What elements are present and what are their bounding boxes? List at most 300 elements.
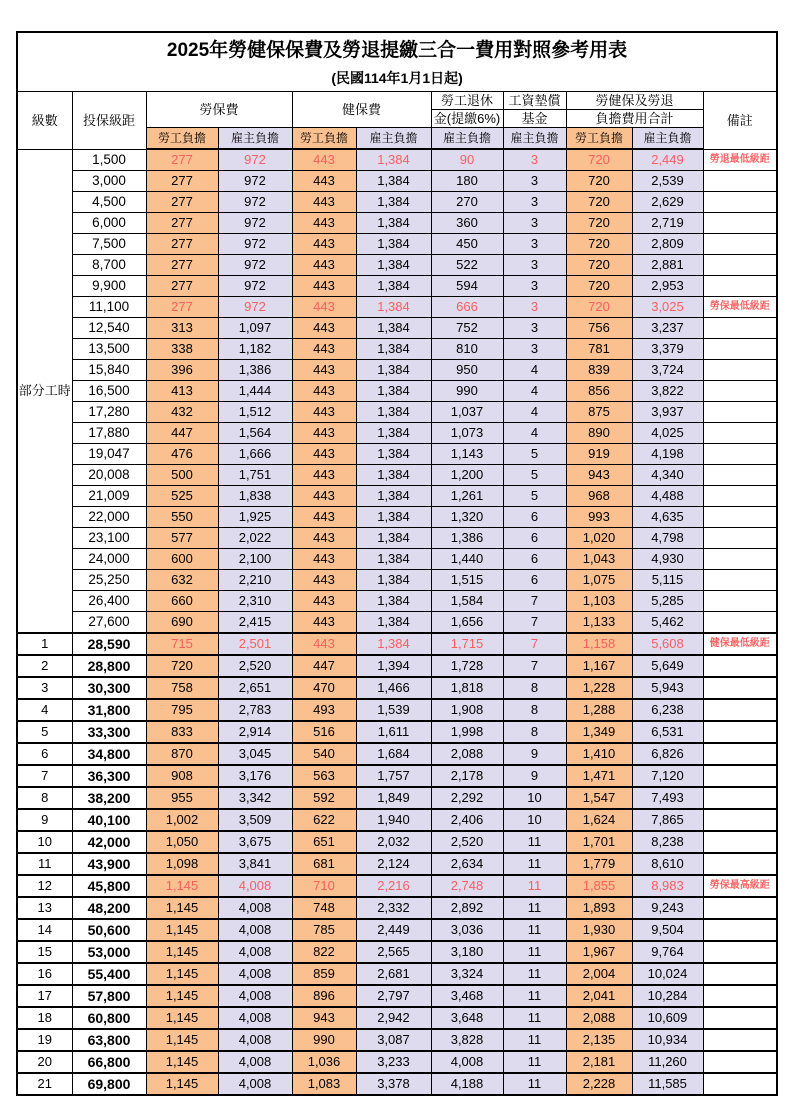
cell-wage-fund-employer: 9 bbox=[503, 765, 566, 787]
subheader-pension-employer: 雇主負擔 bbox=[431, 128, 503, 150]
cell-labor-employer: 4,008 bbox=[218, 1051, 292, 1073]
cell-wage-fund-employer: 11 bbox=[503, 963, 566, 985]
cell-labor-employer: 4,008 bbox=[218, 897, 292, 919]
cell-salary-bracket: 12,540 bbox=[72, 318, 146, 339]
cell-wage-fund-employer: 3 bbox=[503, 339, 566, 360]
cell-health-employee: 443 bbox=[292, 318, 356, 339]
cell-salary-bracket: 31,800 bbox=[72, 699, 146, 721]
cell-wage-fund-employer: 11 bbox=[503, 831, 566, 853]
cell-total-employee: 2,004 bbox=[566, 963, 632, 985]
cell-wage-fund-employer: 5 bbox=[503, 465, 566, 486]
cell-health-employer: 1,384 bbox=[356, 192, 431, 213]
cell-pension-employer: 3,648 bbox=[431, 1007, 503, 1029]
cell-wage-fund-employer: 11 bbox=[503, 985, 566, 1007]
cell-total-employee: 1,471 bbox=[566, 765, 632, 787]
cell-total-employer: 2,629 bbox=[632, 192, 703, 213]
cell-note bbox=[703, 721, 777, 743]
col-header-pension-line1: 勞工退休 bbox=[431, 92, 503, 110]
cell-labor-employee: 833 bbox=[146, 721, 218, 743]
cell-total-employer: 10,024 bbox=[632, 963, 703, 985]
cell-labor-employer: 972 bbox=[218, 192, 292, 213]
cell-health-employee: 540 bbox=[292, 743, 356, 765]
cell-labor-employer: 4,008 bbox=[218, 1073, 292, 1095]
cell-labor-employee: 600 bbox=[146, 549, 218, 570]
cell-salary-bracket: 13,500 bbox=[72, 339, 146, 360]
cell-note bbox=[703, 381, 777, 402]
cell-labor-employee: 396 bbox=[146, 360, 218, 381]
cell-labor-employee: 577 bbox=[146, 528, 218, 549]
table-row bbox=[17, 831, 777, 853]
cell-labor-employee: 660 bbox=[146, 591, 218, 612]
cell-total-employee: 2,181 bbox=[566, 1051, 632, 1073]
cell-labor-employer: 972 bbox=[218, 297, 292, 318]
cell-wage-fund-employer: 5 bbox=[503, 444, 566, 465]
cell-wage-fund-employer: 11 bbox=[503, 1073, 566, 1095]
cell-level: 6 bbox=[17, 743, 72, 765]
cell-total-employer: 9,504 bbox=[632, 919, 703, 941]
title-row bbox=[17, 32, 777, 92]
cell-labor-employer: 3,045 bbox=[218, 743, 292, 765]
cell-health-employee: 1,083 bbox=[292, 1073, 356, 1095]
cell-health-employee: 443 bbox=[292, 297, 356, 318]
cell-total-employer: 2,953 bbox=[632, 276, 703, 297]
cell-health-employer: 1,684 bbox=[356, 743, 431, 765]
cell-labor-employer: 4,008 bbox=[218, 963, 292, 985]
cell-health-employee: 443 bbox=[292, 171, 356, 192]
cell-pension-employer: 1,908 bbox=[431, 699, 503, 721]
cell-salary-bracket: 17,880 bbox=[72, 423, 146, 444]
subheader-total-employee: 勞工負擔 bbox=[566, 128, 632, 150]
cell-total-employee: 1,547 bbox=[566, 787, 632, 809]
cell-wage-fund-employer: 10 bbox=[503, 809, 566, 831]
cell-health-employee: 516 bbox=[292, 721, 356, 743]
cell-level: 5 bbox=[17, 721, 72, 743]
cell-labor-employee: 632 bbox=[146, 570, 218, 591]
table-row bbox=[17, 360, 777, 381]
table-row bbox=[17, 528, 777, 549]
cell-total-employee: 1,167 bbox=[566, 655, 632, 677]
cell-labor-employer: 3,841 bbox=[218, 853, 292, 875]
cell-health-employer: 3,087 bbox=[356, 1029, 431, 1051]
subheader-labor-employer: 雇主負擔 bbox=[218, 128, 292, 150]
subheader-health-employer: 雇主負擔 bbox=[356, 128, 431, 150]
cell-note bbox=[703, 255, 777, 276]
cell-total-employer: 2,539 bbox=[632, 171, 703, 192]
cell-health-employer: 1,384 bbox=[356, 149, 431, 171]
cell-health-employer: 1,384 bbox=[356, 318, 431, 339]
cell-labor-employee: 758 bbox=[146, 677, 218, 699]
cell-note bbox=[703, 831, 777, 853]
cell-total-employer: 10,284 bbox=[632, 985, 703, 1007]
cell-labor-employer: 3,342 bbox=[218, 787, 292, 809]
cell-health-employee: 681 bbox=[292, 853, 356, 875]
table-row bbox=[17, 809, 777, 831]
cell-health-employee: 443 bbox=[292, 339, 356, 360]
cell-note bbox=[703, 787, 777, 809]
cell-wage-fund-employer: 4 bbox=[503, 402, 566, 423]
cell-salary-bracket: 69,800 bbox=[72, 1073, 146, 1095]
cell-labor-employer: 2,022 bbox=[218, 528, 292, 549]
cell-pension-employer: 1,440 bbox=[431, 549, 503, 570]
cell-health-employer: 1,384 bbox=[356, 297, 431, 318]
cell-total-employer: 6,531 bbox=[632, 721, 703, 743]
cell-note bbox=[703, 809, 777, 831]
cell-health-employer: 1,394 bbox=[356, 655, 431, 677]
cell-total-employee: 1,701 bbox=[566, 831, 632, 853]
cell-salary-bracket: 50,600 bbox=[72, 919, 146, 941]
cell-note bbox=[703, 276, 777, 297]
cell-level: 15 bbox=[17, 941, 72, 963]
cell-salary-bracket: 15,840 bbox=[72, 360, 146, 381]
table-row bbox=[17, 875, 777, 897]
cell-labor-employee: 277 bbox=[146, 149, 218, 171]
table-row bbox=[17, 1051, 777, 1073]
cell-note bbox=[703, 853, 777, 875]
cell-health-employee: 592 bbox=[292, 787, 356, 809]
cell-labor-employee: 277 bbox=[146, 192, 218, 213]
table-row bbox=[17, 721, 777, 743]
cell-total-employer: 7,493 bbox=[632, 787, 703, 809]
cell-salary-bracket: 3,000 bbox=[72, 171, 146, 192]
cell-labor-employee: 870 bbox=[146, 743, 218, 765]
cell-pension-employer: 1,320 bbox=[431, 507, 503, 528]
cell-total-employee: 890 bbox=[566, 423, 632, 444]
table-row bbox=[17, 655, 777, 677]
cell-labor-employee: 277 bbox=[146, 171, 218, 192]
cell-health-employee: 443 bbox=[292, 213, 356, 234]
cell-wage-fund-employer: 11 bbox=[503, 897, 566, 919]
cell-labor-employee: 525 bbox=[146, 486, 218, 507]
cell-pension-employer: 3,180 bbox=[431, 941, 503, 963]
cell-health-employee: 443 bbox=[292, 276, 356, 297]
cell-pension-employer: 1,073 bbox=[431, 423, 503, 444]
cell-pension-employer: 4,008 bbox=[431, 1051, 503, 1073]
cell-total-employee: 1,855 bbox=[566, 875, 632, 897]
cell-health-employer: 3,378 bbox=[356, 1073, 431, 1095]
cell-salary-bracket: 4,500 bbox=[72, 192, 146, 213]
cell-pension-employer: 1,715 bbox=[431, 633, 503, 655]
cell-labor-employee: 313 bbox=[146, 318, 218, 339]
cell-labor-employer: 2,914 bbox=[218, 721, 292, 743]
cell-salary-bracket: 45,800 bbox=[72, 875, 146, 897]
cell-labor-employee: 277 bbox=[146, 297, 218, 318]
cell-total-employer: 4,635 bbox=[632, 507, 703, 528]
cell-total-employee: 1,043 bbox=[566, 549, 632, 570]
cell-labor-employer: 2,501 bbox=[218, 633, 292, 655]
cell-total-employee: 2,088 bbox=[566, 1007, 632, 1029]
cell-total-employer: 10,609 bbox=[632, 1007, 703, 1029]
cell-wage-fund-employer: 3 bbox=[503, 255, 566, 276]
cell-note bbox=[703, 919, 777, 941]
cell-total-employee: 720 bbox=[566, 297, 632, 318]
cell-health-employee: 443 bbox=[292, 612, 356, 634]
cell-labor-employee: 795 bbox=[146, 699, 218, 721]
cell-note bbox=[703, 985, 777, 1007]
table-row bbox=[17, 402, 777, 423]
cell-wage-fund-employer: 3 bbox=[503, 297, 566, 318]
cell-note bbox=[703, 423, 777, 444]
cell-labor-employer: 4,008 bbox=[218, 1007, 292, 1029]
cell-health-employee: 443 bbox=[292, 402, 356, 423]
cell-labor-employee: 1,145 bbox=[146, 1073, 218, 1095]
cell-health-employer: 2,565 bbox=[356, 941, 431, 963]
cell-wage-fund-employer: 3 bbox=[503, 318, 566, 339]
cell-salary-bracket: 60,800 bbox=[72, 1007, 146, 1029]
cell-labor-employer: 2,651 bbox=[218, 677, 292, 699]
cell-health-employee: 443 bbox=[292, 234, 356, 255]
cell-labor-employee: 1,145 bbox=[146, 1007, 218, 1029]
cell-health-employer: 1,757 bbox=[356, 765, 431, 787]
cell-health-employee: 710 bbox=[292, 875, 356, 897]
cell-total-employer: 2,881 bbox=[632, 255, 703, 276]
cell-total-employee: 856 bbox=[566, 381, 632, 402]
table-row bbox=[17, 255, 777, 276]
cell-labor-employer: 2,100 bbox=[218, 549, 292, 570]
col-header-wage-fund-line2: 基金 bbox=[503, 110, 566, 128]
cell-labor-employer: 972 bbox=[218, 149, 292, 171]
cell-pension-employer: 594 bbox=[431, 276, 503, 297]
table-subtitle: (民國114年1月1日起) bbox=[331, 70, 463, 86]
cell-wage-fund-employer: 7 bbox=[503, 633, 566, 655]
cell-labor-employee: 277 bbox=[146, 213, 218, 234]
cell-health-employee: 785 bbox=[292, 919, 356, 941]
cell-note bbox=[703, 213, 777, 234]
cell-health-employer: 1,384 bbox=[356, 234, 431, 255]
cell-labor-employee: 1,145 bbox=[146, 919, 218, 941]
cell-health-employee: 990 bbox=[292, 1029, 356, 1051]
cell-total-employee: 1,228 bbox=[566, 677, 632, 699]
cell-pension-employer: 1,728 bbox=[431, 655, 503, 677]
cell-health-employee: 651 bbox=[292, 831, 356, 853]
cell-wage-fund-employer: 11 bbox=[503, 1029, 566, 1051]
cell-total-employer: 9,243 bbox=[632, 897, 703, 919]
cell-wage-fund-employer: 11 bbox=[503, 875, 566, 897]
cell-total-employer: 4,198 bbox=[632, 444, 703, 465]
cell-health-employer: 2,032 bbox=[356, 831, 431, 853]
cell-total-employer: 3,937 bbox=[632, 402, 703, 423]
table-row bbox=[17, 765, 777, 787]
cell-labor-employee: 413 bbox=[146, 381, 218, 402]
cell-total-employer: 7,120 bbox=[632, 765, 703, 787]
cell-health-employer: 1,384 bbox=[356, 528, 431, 549]
cell-health-employer: 2,449 bbox=[356, 919, 431, 941]
cell-labor-employee: 447 bbox=[146, 423, 218, 444]
cell-level: 19 bbox=[17, 1029, 72, 1051]
cell-health-employer: 1,384 bbox=[356, 465, 431, 486]
cell-health-employee: 443 bbox=[292, 549, 356, 570]
cell-wage-fund-employer: 3 bbox=[503, 171, 566, 192]
cell-salary-bracket: 53,000 bbox=[72, 941, 146, 963]
cell-wage-fund-employer: 3 bbox=[503, 213, 566, 234]
table-row bbox=[17, 612, 777, 634]
cell-wage-fund-employer: 6 bbox=[503, 528, 566, 549]
cell-labor-employer: 1,925 bbox=[218, 507, 292, 528]
part-time-merged-cell: 部分工時 bbox=[17, 149, 72, 633]
cell-health-employee: 470 bbox=[292, 677, 356, 699]
cell-health-employer: 1,384 bbox=[356, 402, 431, 423]
table-row bbox=[17, 591, 777, 612]
cell-salary-bracket: 38,200 bbox=[72, 787, 146, 809]
cell-salary-bracket: 57,800 bbox=[72, 985, 146, 1007]
cell-pension-employer: 1,386 bbox=[431, 528, 503, 549]
cell-pension-employer: 1,584 bbox=[431, 591, 503, 612]
cell-total-employee: 720 bbox=[566, 149, 632, 171]
cell-labor-employee: 955 bbox=[146, 787, 218, 809]
cell-labor-employee: 550 bbox=[146, 507, 218, 528]
cell-wage-fund-employer: 8 bbox=[503, 721, 566, 743]
cell-labor-employee: 908 bbox=[146, 765, 218, 787]
cell-note bbox=[703, 318, 777, 339]
cell-salary-bracket: 25,250 bbox=[72, 570, 146, 591]
cell-note bbox=[703, 444, 777, 465]
cell-labor-employer: 1,564 bbox=[218, 423, 292, 444]
col-header-pension-line2: 金(提繳6%) bbox=[431, 110, 503, 128]
table-row bbox=[17, 297, 777, 318]
cell-total-employer: 5,649 bbox=[632, 655, 703, 677]
cell-total-employer: 8,983 bbox=[632, 875, 703, 897]
col-header-total-line2: 負擔費用合計 bbox=[566, 110, 703, 128]
cell-labor-employer: 972 bbox=[218, 171, 292, 192]
cell-salary-bracket: 42,000 bbox=[72, 831, 146, 853]
cell-wage-fund-employer: 4 bbox=[503, 360, 566, 381]
cell-salary-bracket: 7,500 bbox=[72, 234, 146, 255]
cell-total-employer: 11,260 bbox=[632, 1051, 703, 1073]
cell-level: 20 bbox=[17, 1051, 72, 1073]
cell-health-employee: 493 bbox=[292, 699, 356, 721]
cell-salary-bracket: 33,300 bbox=[72, 721, 146, 743]
cell-level: 10 bbox=[17, 831, 72, 853]
cell-total-employer: 7,865 bbox=[632, 809, 703, 831]
table-row bbox=[17, 339, 777, 360]
table-title: 2025年勞健保保費及勞退提繳三合一費用對照參考用表 bbox=[166, 40, 628, 61]
cell-labor-employee: 1,050 bbox=[146, 831, 218, 853]
cell-salary-bracket: 16,500 bbox=[72, 381, 146, 402]
cell-labor-employee: 1,145 bbox=[146, 875, 218, 897]
header-row-1 bbox=[17, 92, 777, 110]
table-row bbox=[17, 486, 777, 507]
cell-total-employee: 720 bbox=[566, 234, 632, 255]
cell-labor-employer: 972 bbox=[218, 255, 292, 276]
cell-health-employer: 1,384 bbox=[356, 633, 431, 655]
table-row bbox=[17, 549, 777, 570]
cell-total-employee: 720 bbox=[566, 255, 632, 276]
cell-note bbox=[703, 941, 777, 963]
cell-wage-fund-employer: 11 bbox=[503, 941, 566, 963]
cell-total-employee: 919 bbox=[566, 444, 632, 465]
cell-total-employer: 9,764 bbox=[632, 941, 703, 963]
cell-pension-employer: 2,406 bbox=[431, 809, 503, 831]
cell-health-employee: 443 bbox=[292, 360, 356, 381]
cell-note bbox=[703, 549, 777, 570]
cell-salary-bracket: 55,400 bbox=[72, 963, 146, 985]
cell-note bbox=[703, 486, 777, 507]
cell-pension-employer: 90 bbox=[431, 149, 503, 171]
cell-total-employer: 5,943 bbox=[632, 677, 703, 699]
cell-labor-employer: 2,415 bbox=[218, 612, 292, 634]
cell-labor-employer: 2,310 bbox=[218, 591, 292, 612]
cell-salary-bracket: 17,280 bbox=[72, 402, 146, 423]
table-row bbox=[17, 919, 777, 941]
cell-pension-employer: 2,892 bbox=[431, 897, 503, 919]
cell-pension-employer: 990 bbox=[431, 381, 503, 402]
cell-note bbox=[703, 1073, 777, 1095]
cell-pension-employer: 522 bbox=[431, 255, 503, 276]
cell-pension-employer: 950 bbox=[431, 360, 503, 381]
cell-note bbox=[703, 570, 777, 591]
table-row bbox=[17, 633, 777, 655]
cell-note bbox=[703, 360, 777, 381]
cell-labor-employer: 2,783 bbox=[218, 699, 292, 721]
cell-health-employee: 443 bbox=[292, 192, 356, 213]
cell-health-employer: 1,384 bbox=[356, 570, 431, 591]
cell-labor-employer: 972 bbox=[218, 213, 292, 234]
cell-level: 4 bbox=[17, 699, 72, 721]
table-row bbox=[17, 444, 777, 465]
cell-health-employee: 443 bbox=[292, 444, 356, 465]
cell-wage-fund-employer: 11 bbox=[503, 919, 566, 941]
cell-note bbox=[703, 171, 777, 192]
cell-salary-bracket: 23,100 bbox=[72, 528, 146, 549]
cell-salary-bracket: 28,590 bbox=[72, 633, 146, 655]
cell-wage-fund-employer: 7 bbox=[503, 612, 566, 634]
cell-wage-fund-employer: 6 bbox=[503, 507, 566, 528]
cell-total-employee: 720 bbox=[566, 192, 632, 213]
cell-labor-employer: 1,512 bbox=[218, 402, 292, 423]
cell-wage-fund-employer: 3 bbox=[503, 192, 566, 213]
cell-total-employee: 839 bbox=[566, 360, 632, 381]
cell-salary-bracket: 21,009 bbox=[72, 486, 146, 507]
cell-labor-employee: 338 bbox=[146, 339, 218, 360]
col-header-level: 級數 bbox=[17, 92, 72, 150]
cell-salary-bracket: 66,800 bbox=[72, 1051, 146, 1073]
cell-labor-employee: 476 bbox=[146, 444, 218, 465]
cell-wage-fund-employer: 3 bbox=[503, 234, 566, 255]
cell-total-employee: 875 bbox=[566, 402, 632, 423]
table-row bbox=[17, 276, 777, 297]
cell-total-employee: 1,624 bbox=[566, 809, 632, 831]
table-row bbox=[17, 192, 777, 213]
cell-labor-employer: 1,386 bbox=[218, 360, 292, 381]
cell-health-employer: 2,942 bbox=[356, 1007, 431, 1029]
cell-pension-employer: 2,292 bbox=[431, 787, 503, 809]
table-row bbox=[17, 1029, 777, 1051]
cell-total-employee: 2,228 bbox=[566, 1073, 632, 1095]
cell-total-employee: 993 bbox=[566, 507, 632, 528]
cell-health-employer: 1,384 bbox=[356, 255, 431, 276]
cell-total-employee: 1,893 bbox=[566, 897, 632, 919]
table-row bbox=[17, 985, 777, 1007]
table-row bbox=[17, 1007, 777, 1029]
cell-health-employer: 1,539 bbox=[356, 699, 431, 721]
cell-level: 21 bbox=[17, 1073, 72, 1095]
cell-total-employee: 781 bbox=[566, 339, 632, 360]
table-row bbox=[17, 699, 777, 721]
cell-labor-employee: 715 bbox=[146, 633, 218, 655]
cell-health-employee: 443 bbox=[292, 591, 356, 612]
cell-pension-employer: 1,998 bbox=[431, 721, 503, 743]
cell-wage-fund-employer: 7 bbox=[503, 591, 566, 612]
cell-health-employee: 443 bbox=[292, 528, 356, 549]
subheader-health-employee: 勞工負擔 bbox=[292, 128, 356, 150]
cell-wage-fund-employer: 8 bbox=[503, 677, 566, 699]
premium-reference-table bbox=[16, 31, 778, 1096]
page-title bbox=[17, 32, 777, 92]
cell-note bbox=[703, 1007, 777, 1029]
cell-labor-employee: 690 bbox=[146, 612, 218, 634]
cell-note bbox=[703, 743, 777, 765]
cell-health-employer: 1,384 bbox=[356, 444, 431, 465]
cell-labor-employee: 1,145 bbox=[146, 941, 218, 963]
